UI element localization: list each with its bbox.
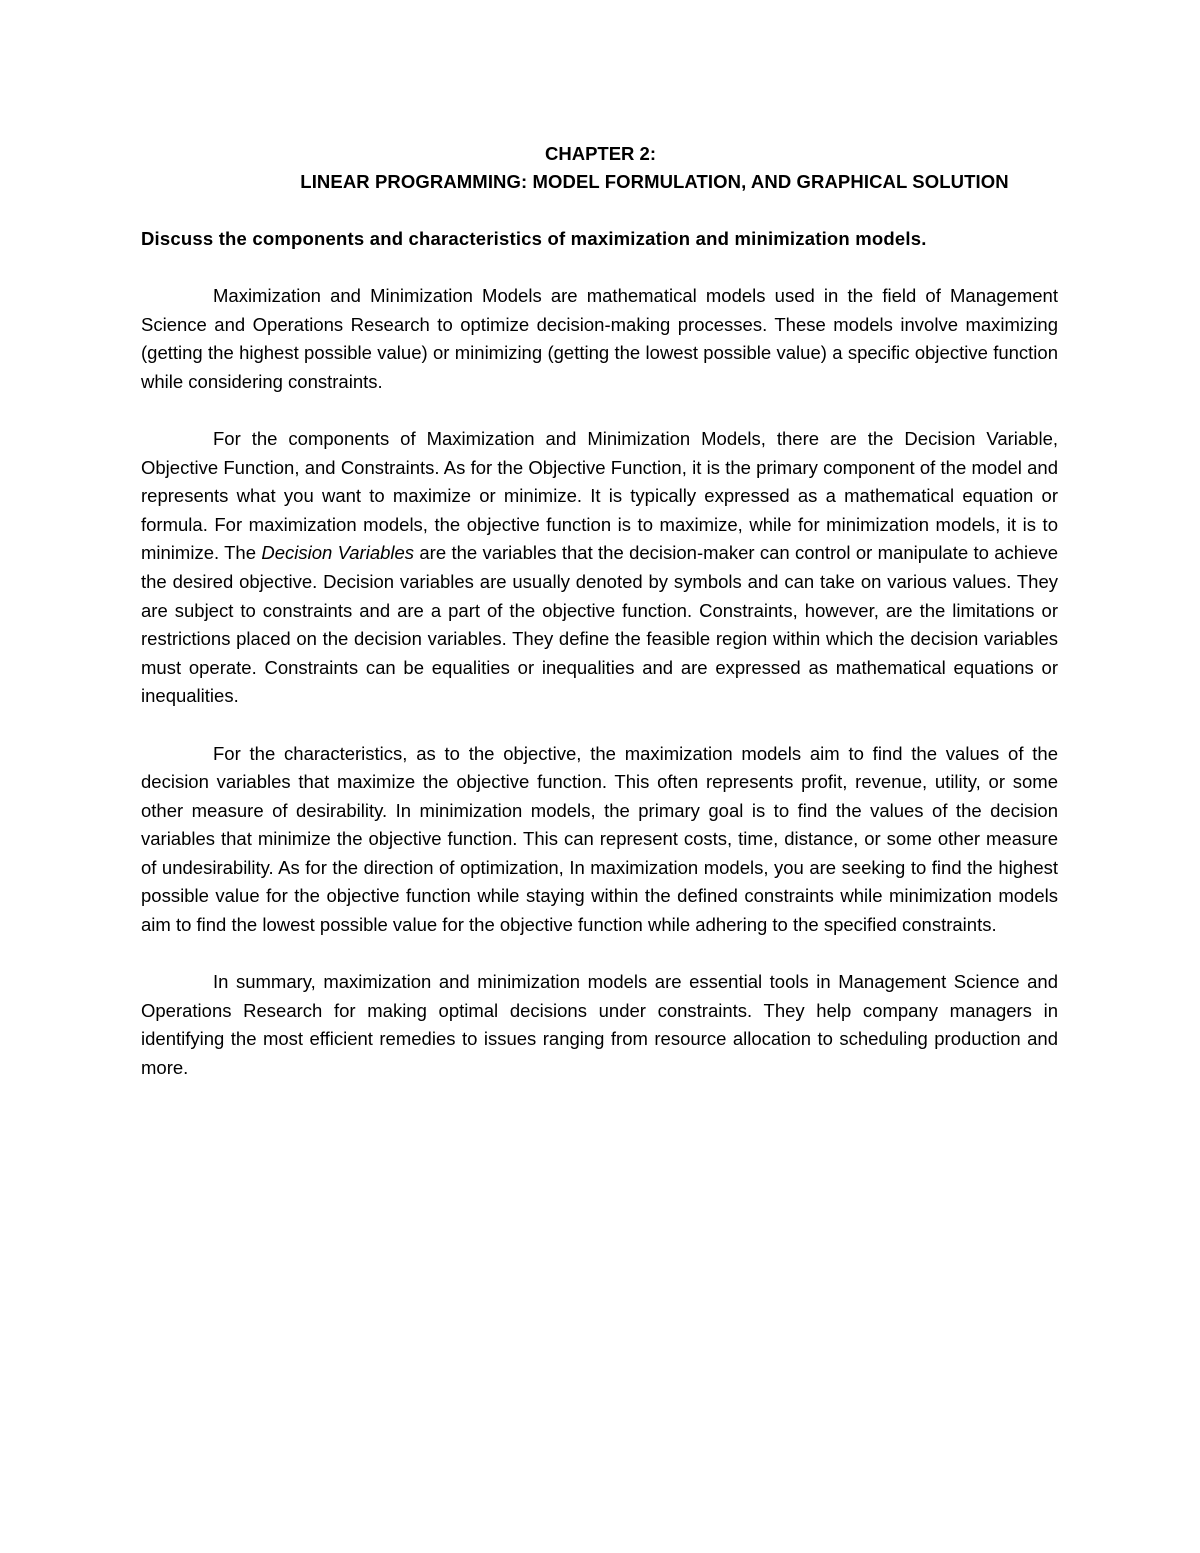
chapter-label: CHAPTER 2: <box>544 143 656 164</box>
chapter-title: LINEAR PROGRAMMING: MODEL FORMULATION, AND GRAPHICAL SOLUTION <box>300 171 1009 192</box>
paragraph-components-text-1: For the components of Maximization and Minimization Models, there are the Decision Variable, Objective Function, and Constraints. As for the Objective Function, it is the primary component of the model and represents what you want to maximize or minimize. It is typically expressed as a mathematical equation or formula. For maximization models, the objective function is to maximize, while for minimization models, it is to minimize. The <box>141 427 1058 564</box>
paragraph-definition: Maximization and Minimization Models are mathematical models used in the field of Management Science and Operations Research to optimize decision-making processes. These models involve maximizing (getting the highest possible value) or minimizing (getting the lowest possible value) a specific objective function while considering constraints. <box>141 285 1058 392</box>
document-page <box>141 140 1058 1083</box>
paragraph-components-text-2: are the variables that the decision-maker can control or manipulate to achieve the desired objective. Decision variables are usually denoted by symbols and can take on various values. They are subject to constraints and are a part of the objective function. Constraints, however, are the limitations or restrictions placed on the decision variables. They define the feasible region within which the decision variables must operate. Constraints can be equalities or inequalities and are expressed as mathematical equations or inequalities. <box>141 542 1058 707</box>
decision-variables-term: Decision Variables <box>261 542 415 564</box>
paragraph-summary: In summary, maximization and minimization models are essential tools in Management Science and Operations Research for making optimal decisions under constraints. They help company managers in identifying the most efficient remedies to issues ranging from resource allocation to scheduling production and more. <box>141 971 1058 1079</box>
discussion-question: Discuss the components and characteristics of maximization and minimization models. <box>141 228 927 249</box>
paragraph-characteristics: For the characteristics, as to the objective, the maximization models aim to find the values of the decision variables that maximize the objective function. This often represents profit, revenue, utility, or some other measure of desirability. In minimization models, the primary goal is to find the values of the decision variables that minimize the objective function. This can represent costs, time, distance, or some other measure of undesirability. As for the direction of optimization, In maximization models, you are seeking to find the highest possible value for the objective function while staying within the defined constraints while minimization models aim to find the lowest possible value for the objective function while adhering to the specified constraints. <box>141 742 1058 936</box>
paragraph-components <box>141 425 1058 711</box>
